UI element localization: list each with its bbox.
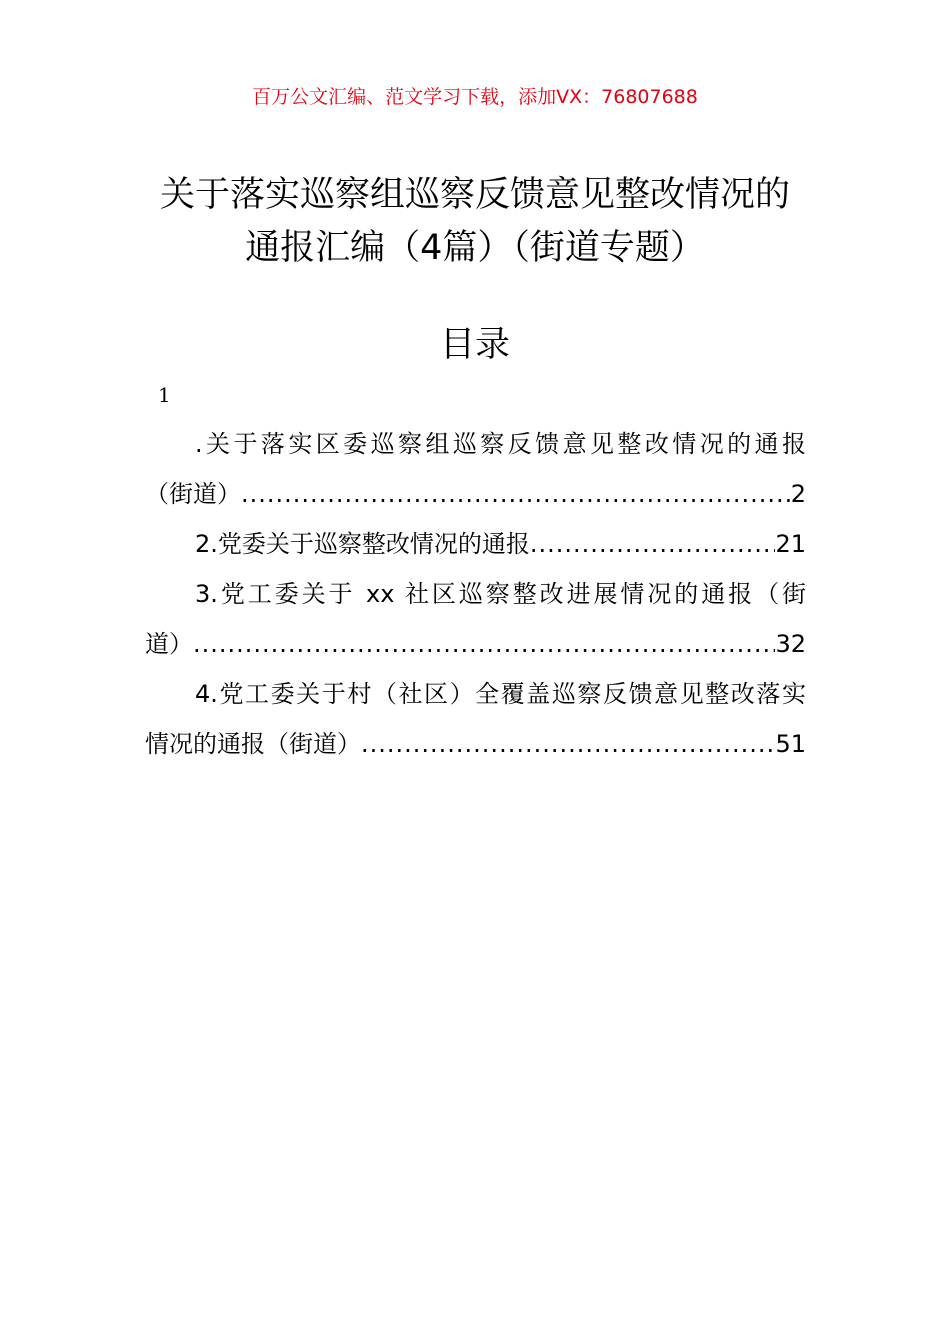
document-title-line-1: 关于落实巡察组巡察反馈意见整改情况的 xyxy=(159,175,790,215)
toc-entry-3-page: 32 xyxy=(775,630,806,658)
toc-heading: 目录 xyxy=(439,325,510,365)
promo-banner: 百万公文汇编、范文学习下载，添加VX：76807688 xyxy=(252,86,698,108)
toc-entry-2-page: 21 xyxy=(775,530,806,558)
document-title-line-2: 通报汇编（4篇）（街道专题） xyxy=(245,228,705,268)
toc-entry-3-title-cont: 道） xyxy=(145,630,193,658)
toc-entry-3-leader[interactable] xyxy=(145,627,806,661)
toc-entry-1-page: 2 xyxy=(790,480,806,508)
toc-entry-1-leader[interactable] xyxy=(145,477,806,511)
toc-entry-4-dot-leader xyxy=(361,727,775,761)
toc-entry-4-leader[interactable] xyxy=(145,727,806,761)
toc-entry-2[interactable] xyxy=(145,527,806,561)
toc-entry-1-dot-leader xyxy=(241,477,791,511)
toc-entry-4-page: 51 xyxy=(775,730,806,758)
toc-entry-1-title[interactable]: .关于落实区委巡察组巡察反馈意见整改情况的通报 xyxy=(195,430,806,458)
toc-entry-1-title-cont: （街道） xyxy=(145,480,241,508)
toc-entry-3-dot-leader xyxy=(193,627,775,661)
page-marker: 1 xyxy=(158,383,171,407)
toc-entry-4-title-cont: 情况的通报（街道） xyxy=(145,730,361,758)
toc-entry-3-title[interactable]: 3.党工委关于 xx 社区巡察整改进展情况的通报（街 xyxy=(195,580,806,608)
toc-entry-2-title: 2.党委关于巡察整改情况的通报 xyxy=(195,530,530,558)
toc-entry-4-title[interactable]: 4.党工委关于村（社区）全覆盖巡察反馈意见整改落实 xyxy=(195,680,806,708)
toc-entry-2-dot-leader xyxy=(530,527,776,561)
